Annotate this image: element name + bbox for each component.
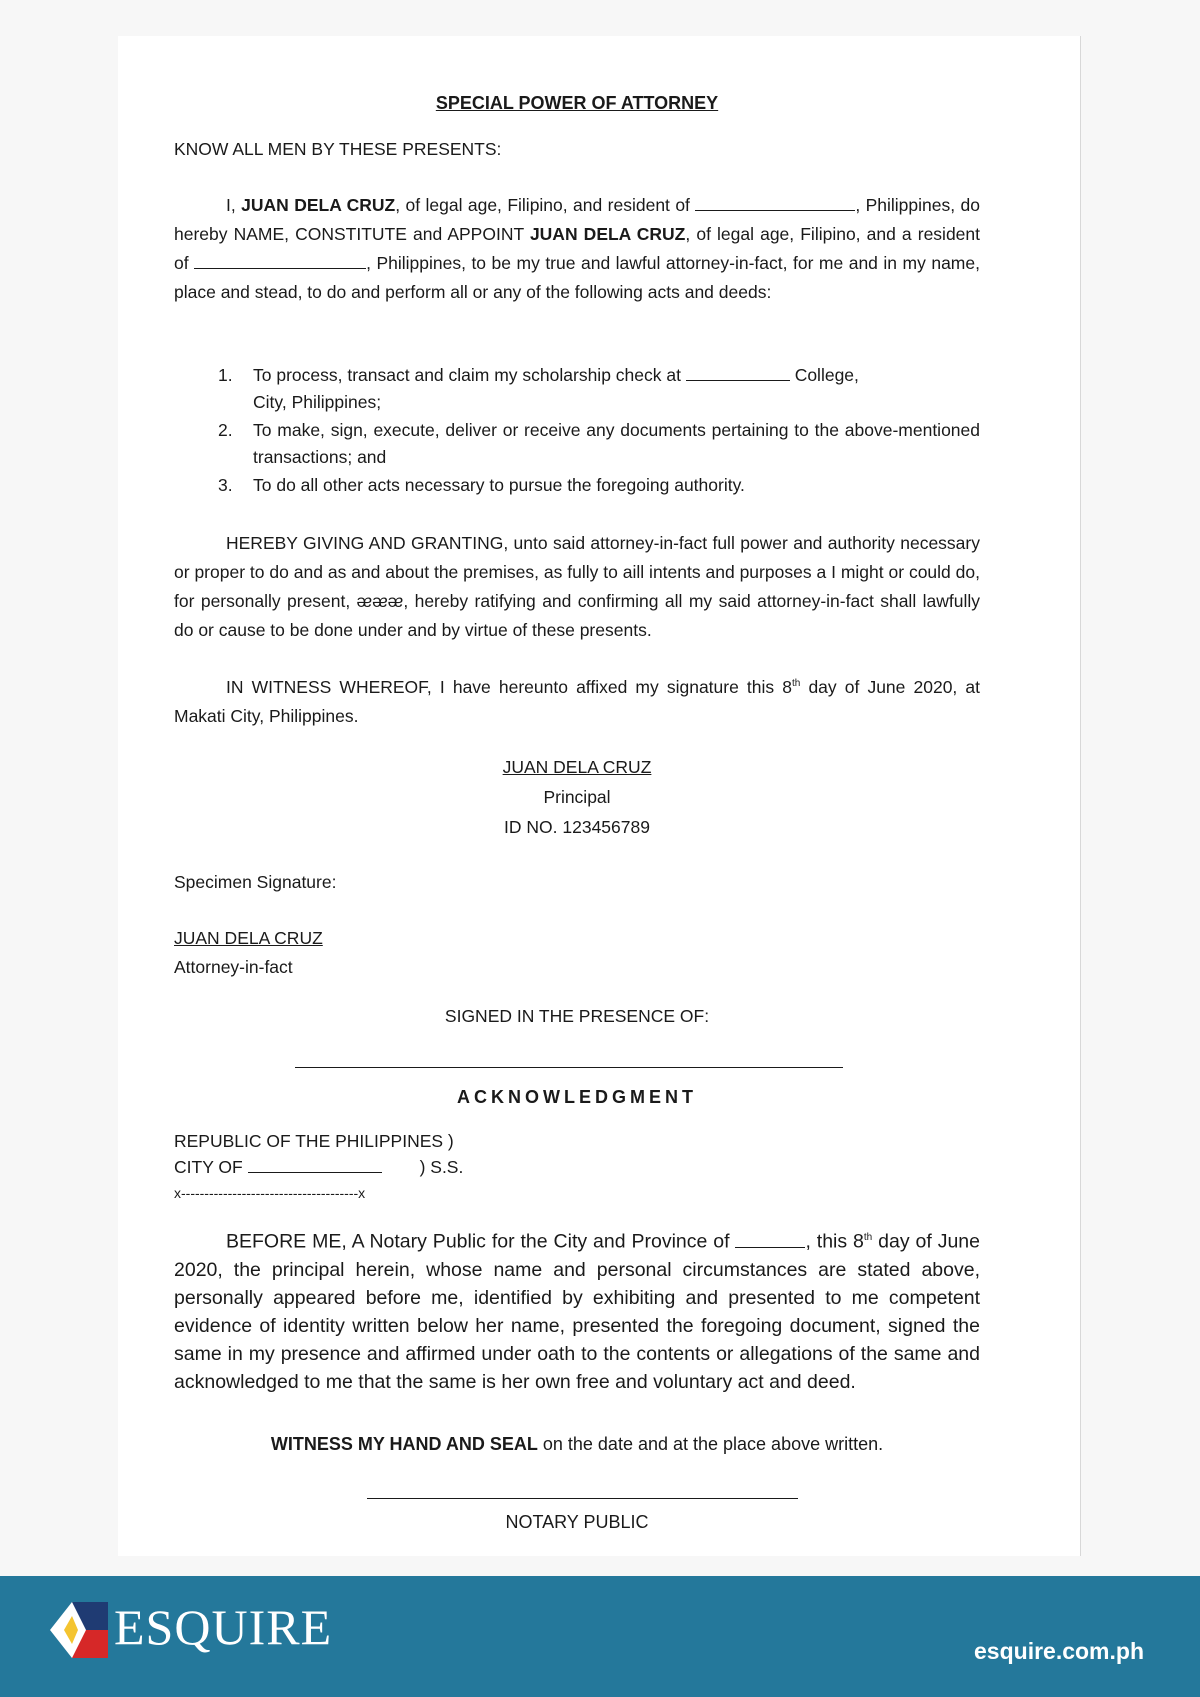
attorney-name-inline: JUAN DELA CRUZ [529,224,686,244]
venue-block: REPUBLIC OF THE PHILIPPINES ) CITY OF ) S.S. x--------------------------------------x [174,1131,464,1201]
list-item: 1. To process, transact and claim my scholarship check at College, City, Philippines; [218,365,859,412]
acts-list [218,362,980,500]
blank-city [248,1158,382,1173]
principal-id: ID NO. 123456789 [504,817,650,837]
attorney-signature-block [174,924,323,982]
specimen-signature-label: Specimen Signature: [174,872,337,892]
notary-paragraph: BEFORE ME, A Notary Public for the City and Province of , this 8th day of June 2020, the principal herein, whose name and personal circumstances are stated above, personally appeared before me, identified by exhibiting and presented to me competent evidence of identity written below her name, presented the foregoing document, signed the same in my presence and affirmed under oath to the contents or allegations of the same and acknowledged to me that the same is her own free and voluntary act and deed. [174,1230,980,1393]
granting-paragraph: HEREBY GIVING AND GRANTING, unto said attorney-in-fact full power and authority necessary or proper to do and as and about the premises, as fully to aill intents and purposes a I might or could do, for personally present, ᴂᴂᴂ, hereby ratifying and confirming all my said attorney-in-fact shall lawfully do or cause to be done under and by virtue of these presents. [174,533,980,640]
attorney-role: Attorney-in-fact [174,957,293,977]
signed-presence-label: SIGNED IN THE PRESENCE OF: [444,1006,710,1026]
principal-signature-block [174,752,980,842]
witness-whereof-paragraph: IN WITNESS WHEREOF, I have hereunto affixed my signature this 8th day of June 2020, at Makati City, Philippines. [174,676,980,726]
list-item: 3. To do all other acts necessary to pursue the foregoing authority. [218,475,745,495]
blank-notary-city [735,1233,805,1248]
witness-signature-line [295,1067,843,1068]
principal-role: Principal [543,787,611,807]
notary-public-label: NOTARY PUBLIC [505,1512,649,1532]
site-url[interactable]: esquire.com.ph [974,1638,1144,1664]
attorney-name: JUAN DELA CRUZ [174,928,323,948]
acknowledgment-title: ACKNOWLEDGMENT [457,1087,697,1107]
footer-banner [0,1576,1200,1697]
esquire-flag-logo-icon [50,1602,110,1658]
witness-hand-seal: WITNESS MY HAND AND SEAL on the date and at the place above written. [270,1434,884,1454]
blank-college [686,366,790,381]
notary-signature-line [367,1498,798,1499]
blank-attorney-residence [194,254,366,269]
appointment-paragraph: I, JUAN DELA CRUZ, of legal age, Filipino, and resident of , Philippines, do hereby NAME, CONSTITUTE and APPOINT JUAN DELA CRUZ, of legal age, Filipino, and a resident of , Philippines, to be my true and lawful attorney-in-fact, for me and in my name, place and stead, to do and perform all or any of the following acts and deeds: [174,195,981,302]
esquire-logo-text: ESQUIRE [114,1599,333,1655]
principal-name: JUAN DELA CRUZ [502,757,652,777]
list-item: 2. To make, sign, execute, deliver or receive any documents pertaining to the above-mentioned transactions; and [218,420,980,467]
principal-name-inline: JUAN DELA CRUZ [241,195,396,215]
document-title: SPECIAL POWER OF ATTORNEY [435,93,719,113]
salutation: KNOW ALL MEN BY THESE PRESENTS: [174,139,502,159]
blank-residence [695,196,855,211]
